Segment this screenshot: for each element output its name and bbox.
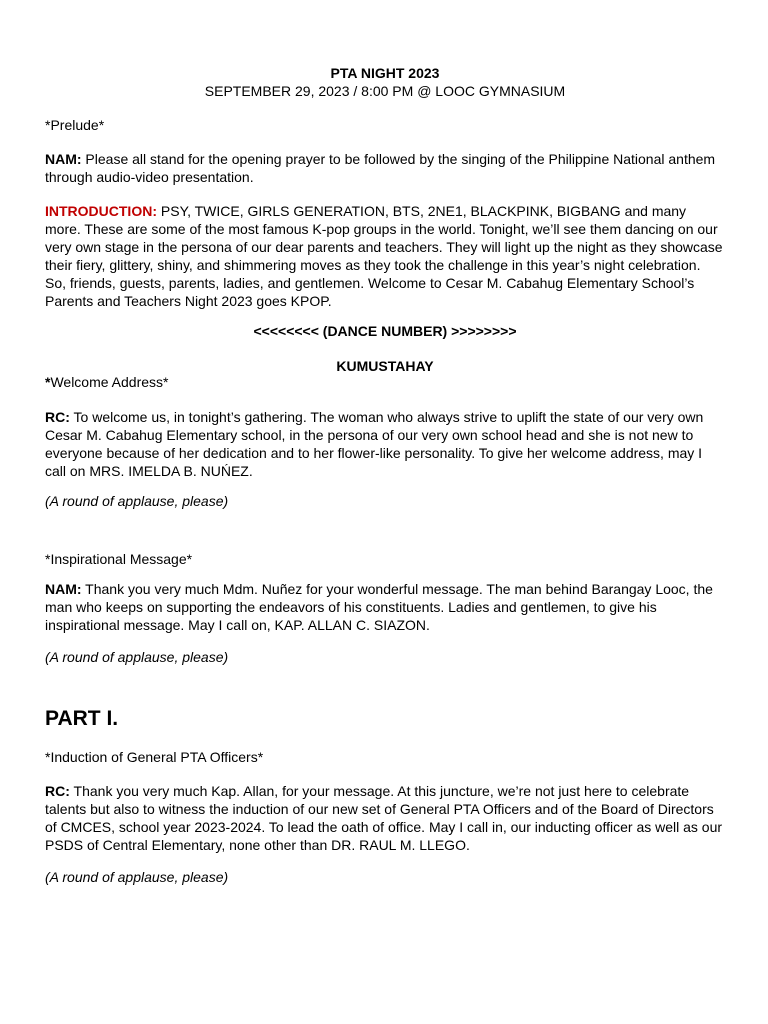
welcome-address-heading xyxy=(45,373,725,391)
dance-number-banner: <<<<<<<< (DANCE NUMBER) >>>>>>>> xyxy=(253,323,517,339)
paragraph-text: Please all stand for the opening prayer to be followed by the singing of the Philippine National anthem through audio-video presentation. xyxy=(45,151,716,185)
speaker-label: NAM: xyxy=(45,151,82,167)
speaker-label: NAM: xyxy=(45,581,82,597)
nam-opening-paragraph xyxy=(45,150,725,186)
introduction-label: INTRODUCTION: xyxy=(45,203,157,219)
heading-star: * xyxy=(45,374,51,390)
applause-note: (A round of applause, please) xyxy=(45,649,229,665)
applause-note: (A round of applause, please) xyxy=(45,869,229,885)
part-one-heading: PART I. xyxy=(45,707,119,730)
paragraph-text: Thank you very much Mdm. Nuñez for your wonderful message. The man behind Barangay Looc, the man who keeps on supporting the endeavors of his constituents. Ladies and gentlemen, to give his inspirational message. May I call on, KAP. ALLAN C. SIAZON. xyxy=(45,581,713,633)
applause-note: (A round of applause, please) xyxy=(45,493,229,509)
rc-induction-paragraph xyxy=(45,782,725,854)
kumustahay-heading: KUMUSTAHAY xyxy=(336,358,434,374)
prelude-heading: *Prelude* xyxy=(45,117,105,133)
nam-inspirational-paragraph xyxy=(45,580,725,634)
paragraph-text: PSY, TWICE, GIRLS GENERATION, BTS, 2NE1, BLACKPINK, BIGBANG and many more. These are some of the most famous K-pop groups in the world. Tonight, we’ll see them dancing on our very own stage in the persona of our dear parents and teachers. They will light up the night as they showcase their fiery, glittery, shiny, and shimmering moves as they took the challenge in this year’s night celebration. So, friends, guests, parents, ladies, and gentlemen. Welcome to Cesar M. Cabahug Elementary School’s Parents and Teachers Night 2023 goes KPOP. xyxy=(45,203,723,309)
introduction-paragraph xyxy=(45,202,725,310)
document-title: PTA NIGHT 2023 xyxy=(330,65,440,81)
speaker-label: RC: xyxy=(45,409,70,425)
speaker-label: RC: xyxy=(45,783,70,799)
rc-welcome-paragraph xyxy=(45,408,725,480)
paragraph-text: To welcome us, in tonight’s gathering. The woman who always strive to uplift the state of our very own Cesar M. Cabahug Elementary school, in the persona of our very own school head and she is not new to everyone because of her dedication and to her flower-like personality. To give her welcome address, may I call on MRS. IMELDA B. NUŃEZ. xyxy=(45,409,704,479)
induction-heading: *Induction of General PTA Officers* xyxy=(45,749,264,765)
paragraph-text: Thank you very much Kap. Allan, for your message. At this juncture, we’re not just here to celebrate talents but also to witness the induction of our new set of General PTA Officers and of the Board of Directors of CMCES, school year 2023-2024. To lead the oath of office. May I call in, our inducting officer as well as our PSDS of Central Elementary, none other than DR. RAUL M. LLEGO. xyxy=(45,783,723,853)
inspirational-message-heading: *Inspirational Message* xyxy=(45,551,193,567)
heading-text: Welcome Address* xyxy=(50,374,169,390)
document-subtitle: SEPTEMBER 29, 2023 / 8:00 PM @ LOOC GYMNASIUM xyxy=(204,83,566,99)
